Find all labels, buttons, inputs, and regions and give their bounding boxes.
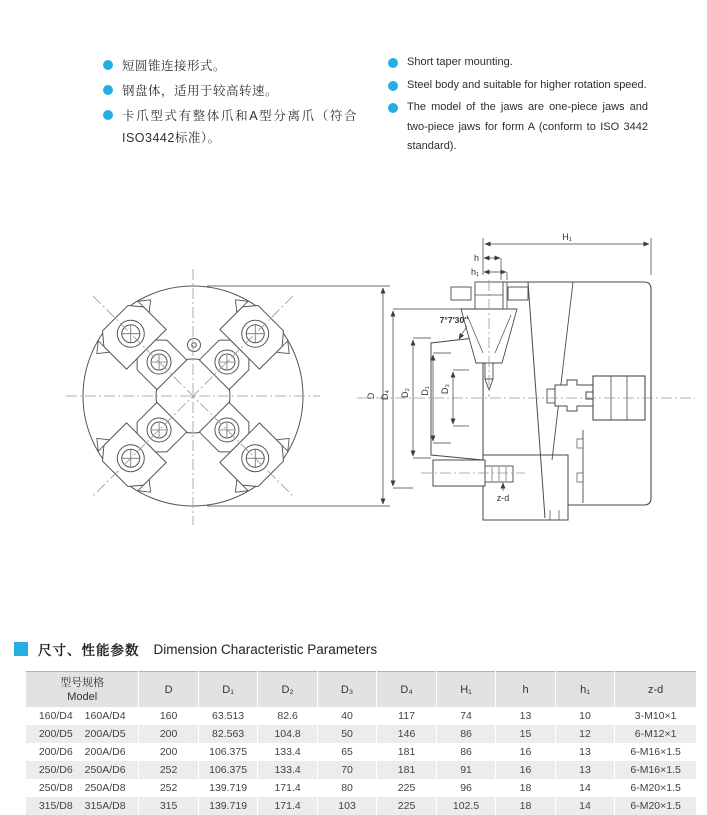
table-cell: 6-M20×1.5 — [630, 782, 681, 794]
dim-label-H1: H₁ — [562, 232, 572, 242]
table-cell: 103 — [318, 797, 376, 815]
table-cell: 6-M16×1.5 — [630, 746, 681, 758]
dim-label-D1: D₁ — [420, 386, 430, 396]
table-cell: 13 — [519, 710, 532, 722]
header-col: H₁ — [437, 671, 495, 707]
table-cell: 15 — [496, 725, 554, 743]
table-cell: 70 — [318, 761, 376, 779]
dimension-table — [25, 671, 697, 815]
table-cell: 146 — [377, 725, 435, 743]
table-cell: 171.4 — [258, 797, 316, 815]
table-cell: 225 — [397, 782, 416, 794]
chuck-cross-section-drawing — [355, 225, 700, 535]
table-cell: 14 — [556, 797, 614, 815]
table-cell: 6-M16×1.5 — [615, 761, 696, 779]
table-cell: 13 — [579, 746, 591, 758]
dim-label-h: h — [473, 253, 479, 263]
header-col: D₄ — [377, 671, 435, 707]
table-cell: 171.4 — [274, 782, 301, 794]
chuck-front-view-drawing — [62, 266, 397, 528]
table-cell: 117 — [398, 710, 415, 722]
table-cell: 96 — [460, 782, 472, 794]
dim-label-D3: D₃ — [440, 383, 450, 395]
header-col: D — [139, 671, 197, 707]
table-cell: 13 — [556, 761, 614, 779]
table-header-row — [26, 671, 696, 707]
header-col: D₃ — [318, 671, 376, 707]
features-zh-list — [103, 55, 357, 152]
table-cell: 181 — [397, 746, 416, 758]
table-cell: 12 — [556, 725, 614, 743]
table-cell: 10 — [579, 710, 591, 722]
section-title-en: Dimension Characteristic Parameters — [153, 641, 378, 657]
table-row — [26, 707, 696, 725]
table-cell: 139.719 — [209, 782, 248, 794]
dim-label-h1: h₁ — [470, 267, 479, 277]
list-item — [103, 80, 357, 102]
table-row — [26, 761, 696, 779]
table-cell: 63.513 — [212, 710, 245, 722]
header-model-en: Model — [67, 690, 98, 703]
table-cell: 6-M20×1.5 — [615, 797, 696, 815]
table-cell-model: 250/D8 250A/D8 — [38, 782, 126, 794]
list-item — [103, 105, 357, 149]
table-cell: 315 — [139, 797, 197, 815]
pilot-hole — [188, 339, 201, 352]
bullet-icon — [103, 85, 113, 95]
pilot-hole-center — [192, 343, 197, 348]
list-item — [388, 76, 648, 96]
table-cell: 106.375 — [199, 761, 257, 779]
table-cell-model: 250/D6 250A/D6 — [26, 761, 138, 779]
dim-label-zd: z-d — [496, 493, 510, 503]
table-cell: 80 — [341, 782, 353, 794]
table-cell: 200 — [139, 725, 197, 743]
table-cell: 86 — [437, 725, 495, 743]
dimension-table-wrapper — [25, 671, 697, 815]
table-cell: 91 — [437, 761, 495, 779]
header-col: D₁ — [199, 671, 257, 707]
bullet-icon — [103, 110, 113, 120]
header-model-zh: 型号规格 — [60, 676, 105, 689]
dim-label-D2: D₂ — [400, 388, 410, 398]
table-row — [26, 797, 696, 815]
section-heading — [14, 639, 377, 659]
table-cell: 139.719 — [199, 797, 257, 815]
table-row — [26, 779, 696, 797]
table-cell: 133.4 — [258, 761, 316, 779]
taper-angle-label: 7°7′30″ — [439, 315, 469, 325]
table-cell: 65 — [341, 746, 353, 758]
table-cell: 40 — [341, 710, 353, 722]
table-cell: 18 — [496, 797, 554, 815]
table-cell: 16 — [519, 746, 532, 758]
section-marker-icon — [14, 642, 28, 656]
table-cell: 225 — [377, 797, 435, 815]
header-col: h — [496, 671, 554, 707]
table-cell-model: 200/D6 200A/D6 — [38, 746, 126, 758]
table-cell: 102.5 — [437, 797, 495, 815]
feature-text: Steel body and suitable for higher rotation speed. — [407, 78, 647, 91]
header-col: h₁ — [556, 671, 614, 707]
table-cell: 86 — [460, 746, 472, 758]
table-cell: 6-M12×1 — [615, 725, 696, 743]
feature-text: 短圆锥连接形式。 — [122, 59, 227, 73]
table-row — [26, 725, 696, 743]
table-cell-model: 200/D5 200A/D5 — [26, 725, 138, 743]
table-cell: 14 — [579, 782, 591, 794]
table-cell: 3-M10×1 — [634, 710, 677, 722]
table-cell: 50 — [318, 725, 376, 743]
table-cell: 16 — [496, 761, 554, 779]
table-row — [26, 743, 696, 761]
table-cell: 181 — [377, 761, 435, 779]
table-cell: 74 — [460, 710, 472, 722]
list-item — [388, 98, 648, 157]
feature-text: Short taper mounting. — [407, 56, 513, 68]
list-item — [103, 55, 357, 77]
header-col: z-d — [615, 671, 696, 707]
table-cell: 104.8 — [258, 725, 316, 743]
table-cell: 82.6 — [277, 710, 298, 722]
centerlines — [66, 269, 320, 525]
header-model — [26, 671, 138, 707]
header-col: D₂ — [258, 671, 316, 707]
table-cell: 200 — [159, 746, 178, 758]
table-cell: 106.375 — [209, 746, 248, 758]
table-cell: 252 — [159, 782, 178, 794]
table-cell: 18 — [519, 782, 532, 794]
table-cell-model: 160/D4 160A/D4 — [38, 710, 126, 722]
features-en-list — [388, 53, 648, 160]
table-cell: 82.563 — [199, 725, 257, 743]
table-cell: 160 — [159, 710, 178, 722]
dim-label-D: D — [366, 392, 376, 400]
bullet-icon — [388, 58, 398, 68]
table-cell: 133.4 — [274, 746, 301, 758]
table-cell: 252 — [139, 761, 197, 779]
list-item — [388, 53, 648, 73]
feature-text: The model of the jaws are one-piece jaws and two-piece jaws for form A (conform to ISO 3442 standard). — [407, 101, 648, 152]
table-cell-model: 315/D8 315A/D8 — [26, 797, 138, 815]
bullet-icon — [103, 60, 113, 70]
feature-text: 卡爪型式有整体爪和A型分离爪（符合 ISO3442标准）。 — [122, 109, 357, 145]
section-title-zh: 尺寸、性能参数 — [38, 643, 140, 658]
bullet-icon — [388, 81, 398, 91]
dim-label-D4: D₄ — [380, 389, 390, 401]
bullet-icon — [388, 103, 398, 113]
feature-text: 钢盘体，适用于较高转速。 — [122, 84, 279, 98]
